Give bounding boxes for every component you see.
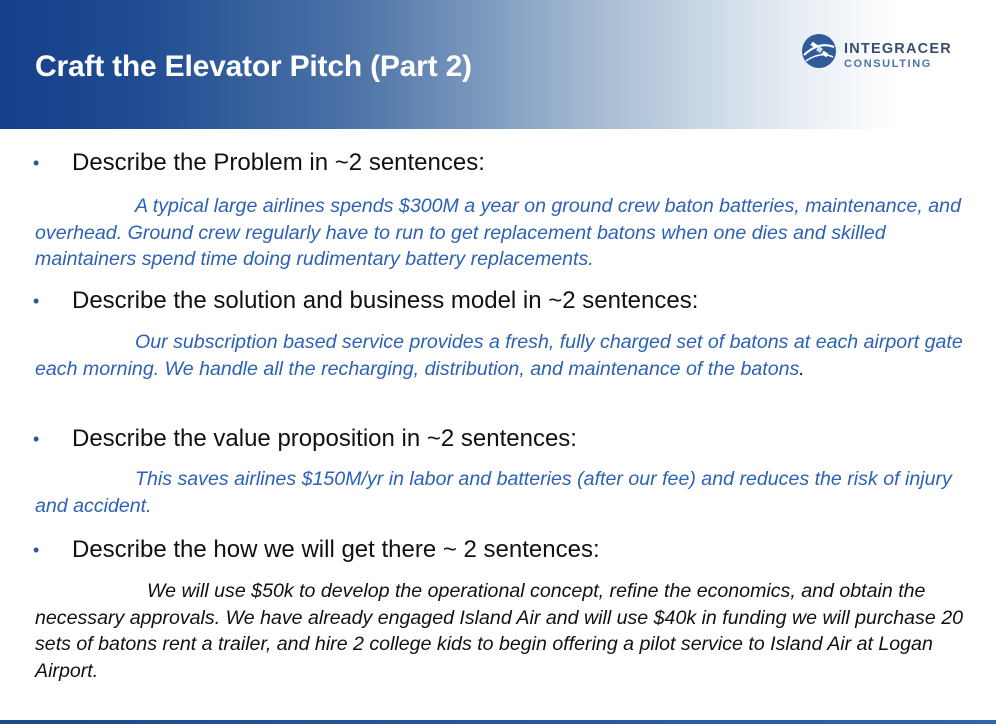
bullet-dot-icon: • bbox=[33, 291, 40, 311]
slide-title: Craft the Elevator Pitch (Part 2) bbox=[35, 50, 472, 83]
solution-text: Our subscription based service provides a fresh, fully charged set of batons at each airport gate each morning. We handle all the recharging, distribution, and maintenance of the batons bbox=[35, 331, 963, 380]
problem-paragraph: A typical large airlines spends $300M a year on ground crew baton batteries, maintenance, and overhead. Ground crew regularly have to run to get replacement batons when one dies and skilled maintainers spend time doing rudimentary battery replacements. bbox=[35, 195, 961, 270]
bullet-heading: Describe the value proposition in ~2 sentences: bbox=[72, 425, 577, 452]
bullet-problem bbox=[0, 149, 996, 179]
bullet-solution bbox=[0, 287, 996, 317]
bullet-heading: Describe the Problem in ~2 sentences: bbox=[72, 149, 485, 176]
logo-name: INTEGRACER bbox=[844, 41, 952, 57]
value-paragraph: This saves airlines $150M/yr in labor and batteries (after our fee) and reduces the risk of injury and accident. bbox=[35, 468, 952, 517]
bullet-plan bbox=[0, 536, 996, 566]
bullet-value bbox=[0, 425, 996, 455]
solution-paragraph bbox=[35, 329, 965, 382]
bullet-dot-icon: • bbox=[33, 429, 40, 449]
plan-paragraph: We will use $50k to develop the operational concept, refine the economics, and obtain the necessary approvals. We have already engaged Island Air and will use $40k in funding we will purchase 20 sets of batons rent a trailer, and hire 2 college kids to begin offering a pilot service to Island Air at Logan Airport. bbox=[35, 580, 963, 682]
company-logo bbox=[800, 31, 980, 75]
bullet-heading: Describe the how we will get there ~ 2 sentences: bbox=[72, 536, 600, 563]
bullet-dot-icon: • bbox=[33, 540, 40, 560]
footer-divider bbox=[0, 720, 996, 724]
bullet-heading: Describe the solution and business model in ~2 sentences: bbox=[72, 287, 699, 314]
logo-subtitle: CONSULTING bbox=[844, 58, 932, 70]
solution-period: . bbox=[799, 357, 805, 380]
satellite-globe-icon bbox=[800, 31, 838, 71]
slide-header bbox=[0, 0, 996, 129]
bullet-dot-icon: • bbox=[33, 153, 40, 173]
